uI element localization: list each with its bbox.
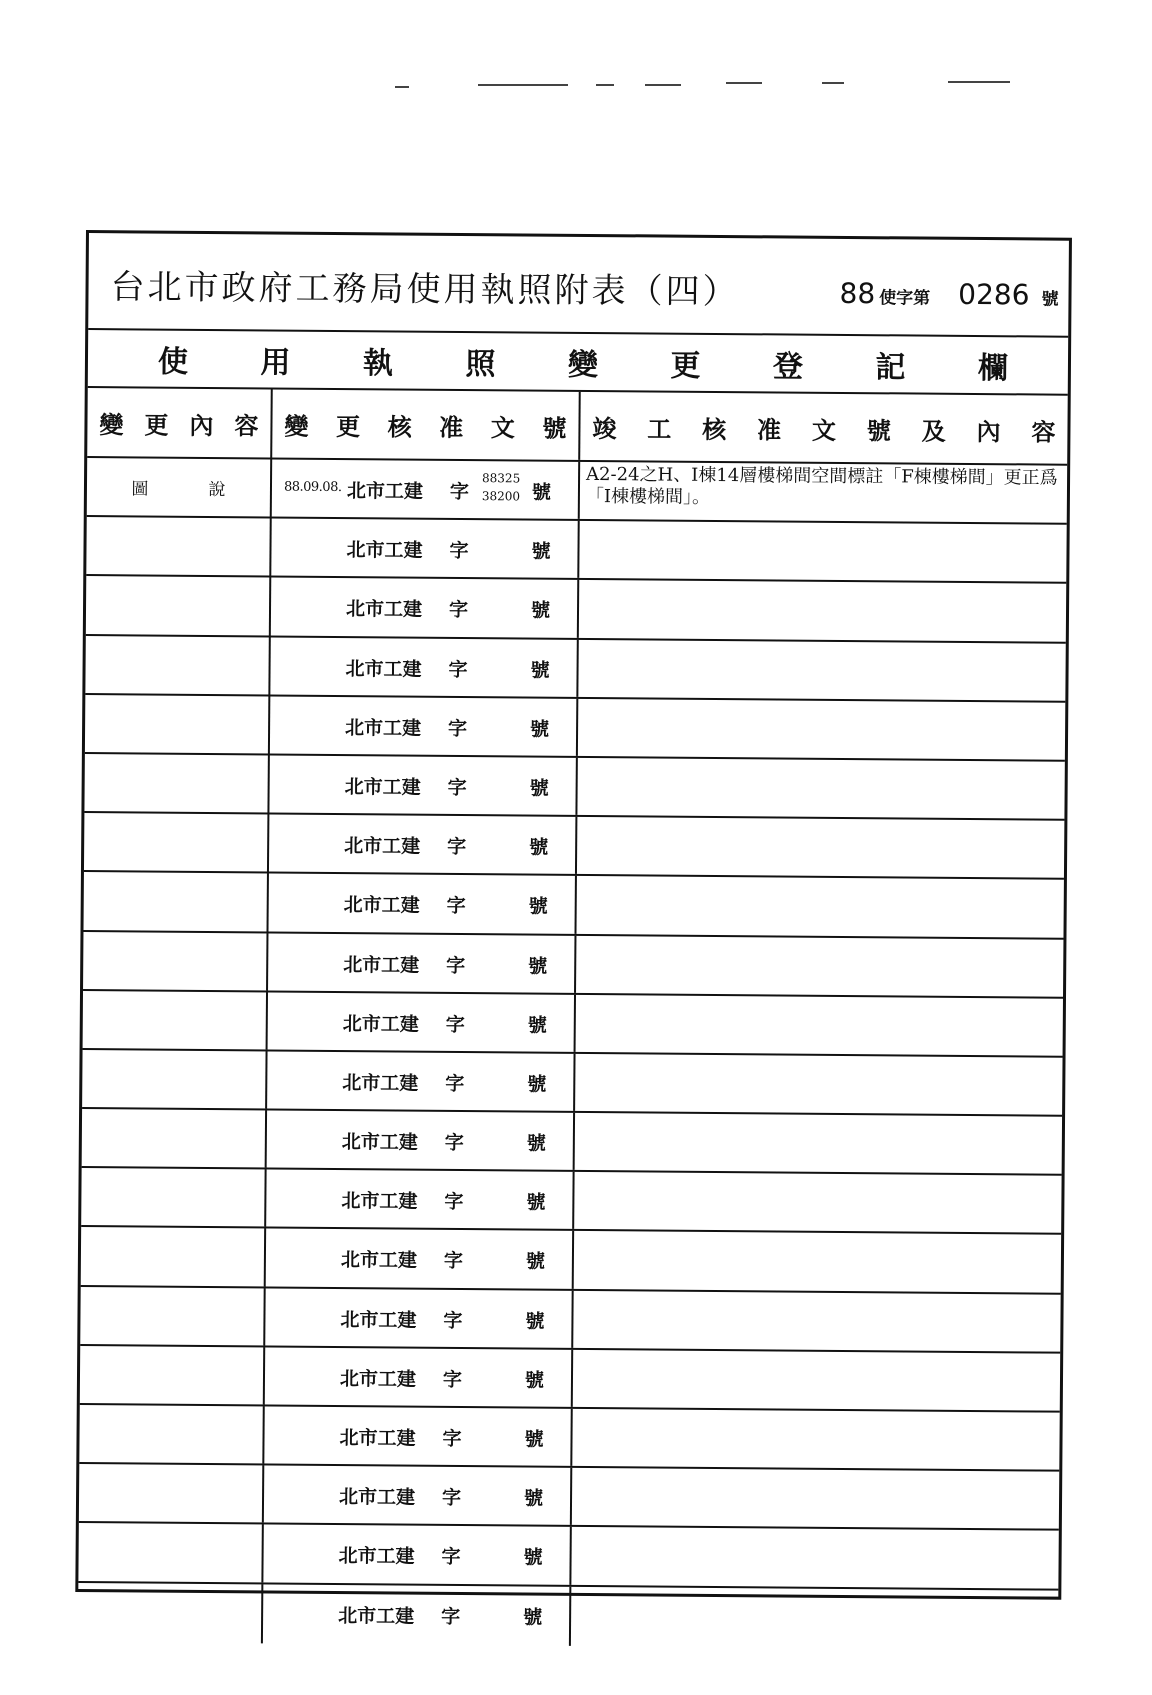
header-char: 內 [189, 410, 214, 440]
register-heading-char: 記 [875, 350, 906, 386]
approval-hao: 號 [531, 540, 551, 563]
completion-cell [569, 1586, 1058, 1649]
header-char: 更 [335, 411, 361, 441]
approval-hao: 號 [528, 895, 548, 918]
approval-zi: 字 [444, 1131, 464, 1155]
change-content-cell [83, 991, 266, 1050]
permit-number [839, 277, 1058, 312]
completion-cell [570, 1468, 1059, 1529]
approval-no-cell [266, 933, 574, 993]
completion-cell [571, 1350, 1060, 1411]
permit-suffix: 號 [1041, 289, 1059, 310]
change-content-cell [82, 1050, 265, 1109]
approval-zi: 字 [448, 599, 469, 622]
approval-hao: 號 [523, 1606, 543, 1629]
change-content-cell [82, 1109, 265, 1168]
change-content-cell [86, 517, 269, 576]
table-row [83, 932, 1063, 999]
completion-cell [574, 935, 1063, 996]
approval-serial-top: 88325 [482, 471, 521, 486]
change-content-cell [86, 576, 269, 635]
approval-hao: 號 [526, 1132, 546, 1155]
table-row [86, 576, 1066, 643]
approval-office: 北市工建 [343, 894, 420, 917]
approval-office: 北市工建 [346, 539, 423, 562]
change-content-cell [85, 695, 268, 754]
scan-speck [395, 86, 409, 88]
header-char: 准 [756, 414, 782, 444]
change-content-cell [84, 872, 267, 931]
change-content-cell [78, 1523, 261, 1582]
approval-hao: 號 [525, 1310, 545, 1333]
completion-cell [576, 699, 1065, 760]
change-content-cell [80, 1287, 263, 1346]
approval-zi: 字 [447, 776, 467, 799]
completion-cell: A2-24之H、I棟14層樓梯間空間標註「F棟樓梯間」更正爲「I棟樓梯間」。 [578, 462, 1067, 523]
completion-cell [569, 1527, 1058, 1588]
change-content-text: 說 [208, 480, 226, 501]
approval-zi: 字 [446, 895, 466, 918]
change-content-cell [85, 636, 268, 695]
approval-no-cell [269, 578, 577, 638]
approval-office: 北市工建 [339, 1367, 417, 1391]
column-headers [87, 388, 1068, 466]
approval-no-cell [262, 1466, 570, 1526]
approval-office: 北市工建 [342, 1012, 419, 1036]
approval-no-cell [269, 519, 577, 579]
approval-no-cell [267, 755, 575, 815]
approval-no-cell [268, 696, 576, 756]
register-heading-char: 更 [670, 348, 701, 384]
completion-cell [575, 758, 1064, 819]
header-char: 文 [811, 415, 837, 445]
change-content-cell [84, 813, 267, 872]
completion-cell [572, 1172, 1061, 1233]
change-content-cell [81, 1227, 264, 1286]
header-char: 及 [921, 416, 946, 446]
scan-speck [645, 84, 681, 86]
table-row [83, 872, 1063, 939]
approval-office: 北市工建 [341, 1190, 418, 1213]
approval-hao: 號 [527, 1014, 547, 1037]
header-char: 准 [439, 412, 464, 442]
approval-hao: 號 [524, 1369, 545, 1392]
approval-no-cell [264, 1170, 572, 1230]
completion-cell [573, 1054, 1062, 1115]
table-row [80, 1346, 1060, 1413]
header-char: 內 [976, 416, 1001, 446]
permit-label: 使字第 [879, 288, 931, 309]
change-content-cell [80, 1346, 263, 1405]
form-title: 台北市政府工務局使用執照附表（四） [110, 267, 740, 313]
approval-no-cell [267, 874, 575, 934]
register-heading-char: 用 [260, 345, 291, 381]
approval-no-cell [268, 637, 576, 697]
approval-zi: 字 [448, 658, 468, 681]
register-heading-char: 執 [362, 346, 394, 382]
approval-no-cell [263, 1347, 571, 1407]
change-content-cell [83, 932, 266, 991]
approval-zi: 字 [449, 480, 470, 504]
register-heading-char: 變 [567, 347, 599, 384]
table-row [86, 517, 1066, 584]
completion-cell [576, 639, 1065, 700]
register-heading-char: 照 [465, 346, 496, 383]
approval-office: 北市工建 [341, 1131, 418, 1154]
permit-year: 88 [839, 276, 876, 311]
completion-cell [577, 521, 1066, 582]
register-heading-char: 欄 [977, 351, 1009, 387]
table-row [78, 1583, 1058, 1650]
header-char: 工 [647, 413, 672, 444]
approval-office: 北市工建 [339, 1427, 416, 1450]
approval-no-cell [264, 1229, 572, 1289]
approval-office: 北市工建 [340, 1308, 417, 1332]
table-row [82, 1109, 1062, 1176]
approval-zi: 字 [442, 1368, 463, 1391]
completion-cell [575, 817, 1064, 878]
form-header [88, 233, 1069, 338]
change-content-cell [78, 1583, 261, 1644]
approval-hao: 號 [528, 954, 548, 978]
approval-office: 北市工建 [338, 1486, 416, 1509]
approval-hao: 號 [526, 1191, 546, 1214]
approval-office: 北市工建 [343, 953, 420, 977]
register-rows [78, 458, 1067, 1649]
table-row [79, 1405, 1059, 1472]
approval-no-cell [261, 1584, 569, 1646]
completion-cell [574, 876, 1063, 937]
approval-no-cell [267, 815, 575, 875]
approval-hao: 號 [531, 481, 552, 504]
approval-zi: 字 [442, 1427, 462, 1450]
header-char: 變 [284, 411, 309, 441]
header-char: 核 [702, 414, 727, 444]
table-row [84, 754, 1064, 821]
header-char: 更 [144, 409, 169, 440]
approval-zi: 字 [441, 1487, 462, 1510]
approval-hao: 號 [523, 1487, 544, 1510]
permit-no: 0286 [958, 277, 1030, 312]
table-row [87, 458, 1067, 525]
approval-zi: 字 [441, 1546, 461, 1569]
approval-office: 北市工建 [340, 1249, 418, 1273]
change-content-cell [87, 458, 270, 517]
table-row [81, 1168, 1061, 1235]
approval-date: 88.09.08. [283, 479, 342, 496]
approval-office: 北市工建 [345, 716, 422, 740]
approval-hao: 號 [529, 836, 549, 859]
approval-hao: 號 [530, 599, 551, 623]
approval-hao: 號 [523, 1546, 543, 1570]
approval-zi: 字 [449, 540, 469, 563]
register-heading-char: 使 [157, 344, 189, 380]
approval-zi: 字 [446, 954, 466, 977]
approval-office: 北市工建 [346, 480, 424, 503]
register-heading-char: 登 [772, 349, 804, 385]
approval-no-cell [261, 1525, 569, 1585]
header-char: 號 [542, 413, 567, 443]
approval-no-cell [265, 1051, 573, 1111]
approval-zi: 字 [447, 835, 467, 859]
header-change-content [87, 388, 271, 457]
approval-zi: 字 [443, 1250, 464, 1273]
scan-speck [478, 84, 568, 86]
scan-speck [822, 82, 844, 84]
approval-no-cell [262, 1406, 570, 1466]
header-completion [578, 392, 1068, 464]
approval-zi: 字 [445, 1072, 465, 1095]
approval-office: 北市工建 [342, 1071, 419, 1095]
table-row [78, 1523, 1058, 1590]
completion-cell [577, 580, 1066, 641]
completion-cell [574, 995, 1063, 1056]
table-row [82, 1050, 1062, 1117]
approval-office: 北市工建 [345, 657, 422, 681]
approval-no-cell [263, 1288, 571, 1348]
change-content-cell [81, 1168, 264, 1227]
approval-serial-bottom: 38200 [481, 489, 521, 504]
table-row [81, 1227, 1061, 1294]
scan-speck [596, 84, 614, 86]
approval-office: 北市工建 [345, 598, 423, 622]
approval-zi: 字 [448, 717, 468, 740]
approval-hao: 號 [530, 659, 550, 682]
completion-cell [572, 1231, 1061, 1292]
change-content-text: 圖 [131, 479, 149, 500]
approval-no-cell [266, 992, 574, 1052]
change-content-cell [79, 1405, 262, 1464]
approval-office: 北市工建 [338, 1604, 415, 1628]
table-row [85, 636, 1065, 703]
approval-serial [482, 469, 520, 505]
header-char: 竣 [592, 413, 617, 443]
header-char: 變 [99, 409, 124, 439]
table-row [79, 1464, 1059, 1531]
header-char: 文 [490, 412, 515, 442]
approval-office: 北市工建 [344, 775, 421, 799]
approval-hao: 號 [527, 1073, 547, 1096]
approval-office: 北市工建 [338, 1545, 415, 1568]
approval-no-cell [265, 1110, 573, 1170]
approval-hao: 號 [530, 718, 550, 741]
table-row [83, 991, 1063, 1058]
scan-speck [948, 81, 1010, 83]
table-row [85, 695, 1065, 762]
approval-zi: 字 [443, 1309, 463, 1332]
header-approval-no [270, 389, 579, 459]
approval-hao: 號 [529, 777, 549, 800]
completion-cell [571, 1290, 1060, 1351]
register-heading [88, 330, 1068, 396]
table-row [84, 813, 1064, 880]
header-char: 容 [1031, 416, 1056, 447]
header-char: 核 [387, 411, 412, 442]
approval-zi: 字 [441, 1605, 461, 1628]
header-char: 容 [234, 410, 259, 440]
approval-zi: 字 [444, 1191, 464, 1214]
approval-hao: 號 [525, 1250, 546, 1274]
form-sheet [75, 230, 1072, 1629]
approval-hao: 號 [524, 1428, 544, 1451]
change-content-cell [79, 1464, 262, 1523]
table-row [80, 1287, 1060, 1354]
header-char: 號 [866, 415, 891, 445]
approval-no-cell [270, 459, 578, 519]
change-content-cell [84, 754, 267, 813]
scan-speck [726, 82, 762, 84]
completion-cell [570, 1409, 1059, 1470]
completion-cell [573, 1113, 1062, 1174]
approval-zi: 字 [445, 1013, 465, 1036]
approval-office: 北市工建 [344, 835, 421, 858]
